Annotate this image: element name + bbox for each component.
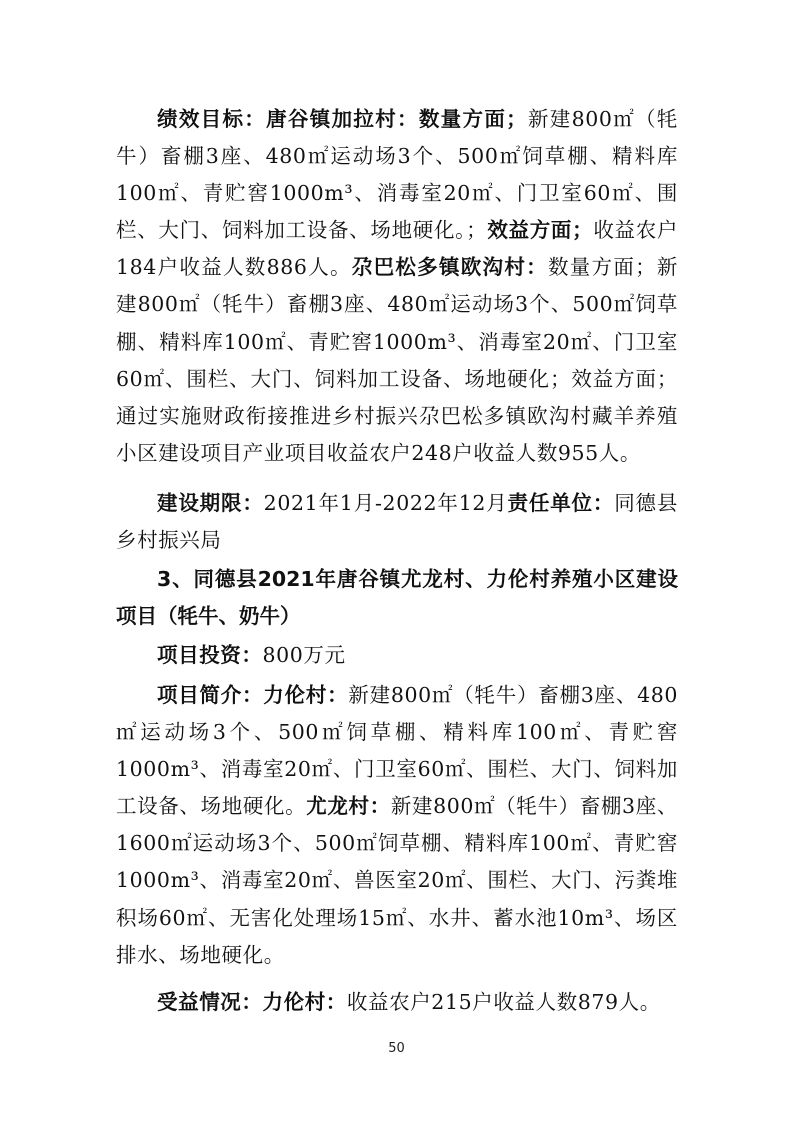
lilun-village-label: 力伦村： bbox=[263, 683, 349, 707]
construction-period-value: 2021年1月-2022年12月 bbox=[263, 491, 508, 515]
youlong-intro-text: 新建800㎡（牦牛）畜棚3座、1600㎡运动场3个、500㎡饲草棚、精料库100㎡、青贮窖1000m³、消毒室20㎡、兽医室20㎡、围栏、大门、污粪堆积场60㎡、无害化处理场15㎡、水井、蓄水池10m³、场区排水、场地硬化。 bbox=[116, 794, 678, 967]
page-number: 50 bbox=[388, 1041, 405, 1056]
responsible-unit-value: 同德县乡村振兴局 bbox=[116, 491, 678, 553]
lilun-intro-text: 新建800㎡（牦牛）畜棚3座、480㎡运动场3个、500㎡饲草棚、精料库100㎡、青贮窖1000m³、消毒室20㎡、门卫室60㎡、围栏、大门、饲料加工设备、场地硬化。 bbox=[116, 683, 679, 819]
performance-target-label: 绩效目标： bbox=[157, 107, 267, 131]
benefit-situation-label: 受益情况： bbox=[157, 990, 263, 1014]
project-intro-label: 项目简介： bbox=[157, 683, 264, 707]
ougou-text: 数量方面；新建800㎡（牦牛）畜棚3座、480㎡运动场3个、500㎡饲草棚、精料库100㎡、青贮窖1000m³、消毒室20㎡、门卫室60㎡、围栏、大门、饲料加工设备、场地硬化；效益方面；通过实施财政衔接推进乡村振兴尕巴松多镇欧沟村藏羊养殖小区建设项目产业项目收益农户248户收益人数955人。 bbox=[116, 255, 678, 465]
quantity-label: 数量方面； bbox=[418, 107, 528, 131]
investment-value: 800万元 bbox=[262, 643, 346, 667]
performance-target-paragraph bbox=[116, 101, 678, 472]
section-heading: 3、同德县2021年唐谷镇尤龙村、力伦村养殖小区建设项目（牦牛、奶牛） bbox=[116, 567, 678, 629]
lilun-benefit-text: 收益农户215户收益人数879人。 bbox=[346, 990, 661, 1014]
project-intro-paragraph bbox=[116, 677, 678, 974]
construction-period-paragraph bbox=[116, 485, 678, 559]
youlong-village-label: 尤龙村： bbox=[306, 794, 391, 819]
construction-period-label: 建设期限： bbox=[157, 491, 264, 515]
lilun-benefit-label: 力伦村： bbox=[262, 990, 347, 1014]
jiala-benefit-text: 收益农户184户收益人数886人。 bbox=[116, 218, 679, 280]
ougou-village-label: 尕巴松多镇欧沟村： bbox=[351, 255, 548, 280]
jiala-quantity-text: 新建800㎡（牦牛）畜棚3座、480㎡运动场3个、500㎡饲草棚、精料库100㎡、青贮窖1000m³、消毒室20㎡、门卫室60㎡、围栏、大门、饲料加工设备、场地硬化。； bbox=[116, 107, 679, 243]
responsible-unit-label: 责任单位： bbox=[507, 491, 615, 515]
investment-label: 项目投资： bbox=[157, 643, 263, 667]
investment-paragraph bbox=[116, 637, 678, 674]
jiala-village-label: 唐谷镇加拉村： bbox=[266, 107, 419, 131]
benefit-label: 效益方面； bbox=[487, 218, 594, 243]
benefit-paragraph bbox=[116, 984, 678, 1021]
